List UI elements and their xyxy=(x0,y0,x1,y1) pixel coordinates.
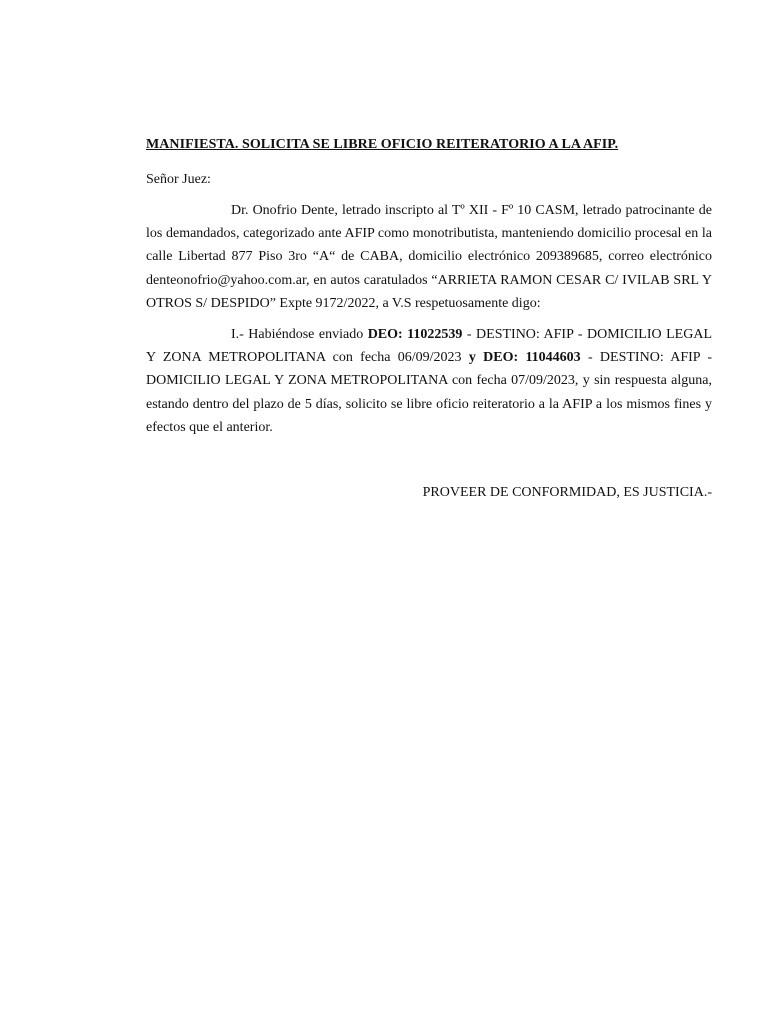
paragraph-request xyxy=(146,323,712,439)
deo-number-2: DEO: 11044603 xyxy=(483,350,581,366)
conjunction: y xyxy=(468,350,476,366)
document-body xyxy=(146,136,712,504)
closing-statement: PROVEER DE CONFORMIDAD, ES JUSTICIA.- xyxy=(422,485,712,501)
request-text-part2: - DESTINO: AFIP - DOMICILIO LEGAL Y ZONA METROPOLITANA con fecha 06/09/2023 xyxy=(146,327,712,366)
request-text-part3: - DESTINO: AFIP - DOMICILIO LEGAL Y ZONA METROPOLITANA con fecha 07/09/2023, y sin respuesta alguna, estando dentro del plazo de 5 días, solicito se libre oficio reiteratorio a la AFIP a los mismos fines y efectos que el anterior. xyxy=(146,350,713,435)
document-title: MANIFIESTA. SOLICITA SE LIBRE OFICIO REITERATORIO A LA AFIP. xyxy=(146,137,619,152)
salutation: Señor Juez: xyxy=(146,172,211,187)
deo-number-1: DEO: 11022539 xyxy=(367,327,463,343)
paragraph-introduction: Dr. Onofrio Dente, letrado inscripto al Tº XII - Fº 10 CASM, letrado patrocinante de los demandados, categorizado ante AFIP como monotributista, manteniendo domicilio procesal en la calle Libertad 877 Piso 3ro “A“ de CABA, domicilio electrónico 209389685, correo electrónico denteonofrio@yahoo.com.ar, en autos caratulados “ARRIETA RAMON CESAR C/ IVILAB SRL Y OTROS S/ DESPIDO” Expte 9172/2022, a V.S respetuosamente digo: xyxy=(146,203,712,311)
request-text-part1: I.- Habiéndose enviado xyxy=(231,327,368,343)
